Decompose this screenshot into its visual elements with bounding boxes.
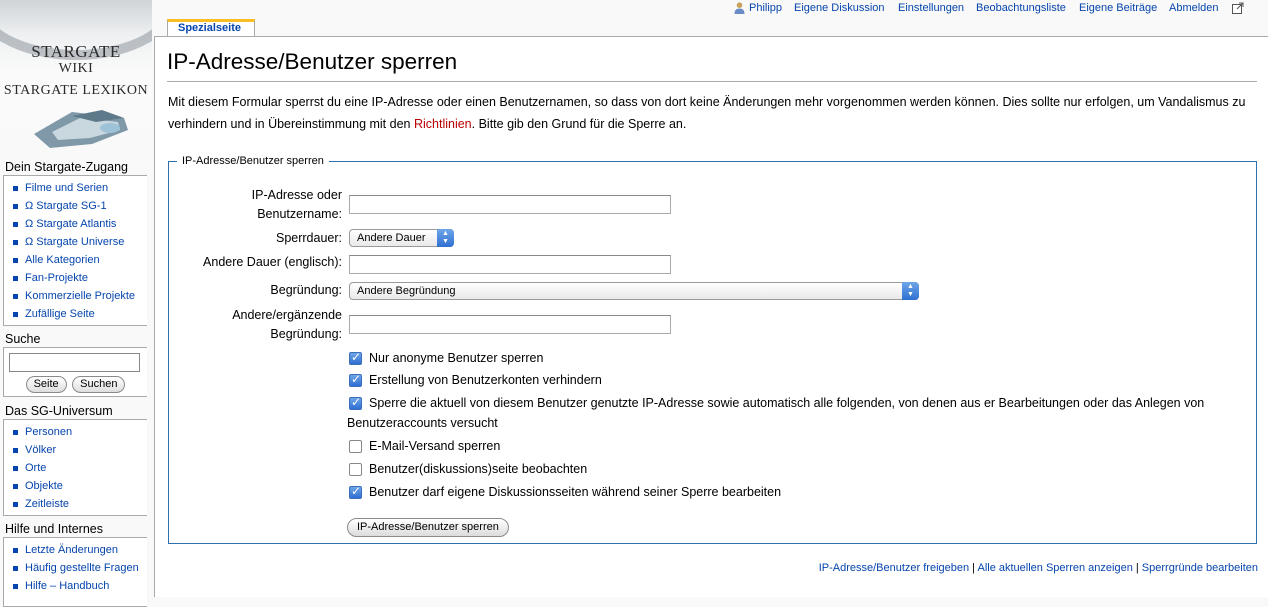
personal-contributions-link[interactable]: Eigene Beiträge	[1079, 2, 1158, 14]
no-create-checkbox[interactable]	[349, 374, 362, 387]
expiry-select-value: Andere Dauer	[357, 232, 426, 244]
sidebar-item-label[interactable]: Hilfe – Handbuch	[25, 580, 110, 592]
reason-select-value: Andere Begründung	[357, 285, 456, 297]
sidebar-search-body	[3, 347, 147, 397]
intro-text	[168, 91, 1258, 135]
expiry-select[interactable]	[349, 229, 454, 247]
sidebar-universe	[0, 404, 152, 516]
logo-tagline: STARGATE LEXIKON	[3, 83, 149, 98]
sidebar-navigation-title: Dein Stargate-Zugang	[5, 160, 128, 174]
separator: |	[1135, 562, 1139, 574]
block-form	[168, 155, 1257, 544]
intro-text-part2: . Bitte gib den Grund für die Sperre an.	[471, 117, 687, 131]
separator: |	[972, 562, 976, 574]
sidebar-item-handbuch[interactable]	[4, 577, 147, 595]
sidebar-item-filme[interactable]	[4, 179, 147, 197]
reason-select[interactable]	[349, 282, 919, 300]
no-create-label[interactable]: Erstellung von Benutzerkonten verhindern	[369, 373, 602, 387]
page-title: IP-Adresse/Benutzer sperren	[167, 47, 1257, 82]
logo-title: STARGATE	[31, 42, 121, 61]
external-window-icon[interactable]	[1232, 2, 1244, 14]
personal-talk-link[interactable]: Eigene Diskussion	[794, 2, 885, 14]
sidebar-item-letzte-aenderungen[interactable]	[4, 541, 147, 559]
form-legend: IP-Adresse/Benutzer sperren	[182, 155, 324, 167]
search-button[interactable]: Suchen	[72, 376, 125, 393]
expiry-label: Sperrdauer:	[275, 231, 342, 245]
sidebar-item-label[interactable]: Letzte Änderungen	[25, 544, 118, 556]
block-submit-button[interactable]: IP-Adresse/Benutzer sperren	[347, 518, 509, 537]
autoblock-label[interactable]: Sperre die aktuell von diesem Benutzer genutzte IP-Adresse sowie automatisch alle folgenden, von denen aus er Bearbeitungen oder das Anlegen von Benutzeraccounts versucht	[347, 396, 1205, 430]
sidebar-item-label[interactable]: Zufällige Seite	[25, 308, 95, 320]
content-area	[154, 36, 1268, 597]
personal-preferences-link[interactable]: Einstellungen	[898, 2, 965, 14]
sidebar-search	[0, 332, 152, 397]
search-input[interactable]	[9, 353, 140, 372]
sidebar-item-label[interactable]: Häufig gestellte Fragen	[25, 562, 139, 574]
sidebar-item-label[interactable]: Personen	[25, 426, 73, 438]
watch-label[interactable]: Benutzer(diskussions)seite beobachten	[369, 462, 588, 476]
no-email-checkbox[interactable]	[349, 440, 362, 453]
anon-only-checkbox[interactable]	[349, 352, 362, 365]
block-list-link[interactable]: Alle aktuellen Sperren anzeigen	[977, 562, 1133, 574]
tab-special-page[interactable]: Spezialseite	[167, 19, 255, 36]
unblock-link[interactable]: IP-Adresse/Benutzer freigeben	[818, 562, 970, 574]
sidebar-item-zeitleiste[interactable]	[4, 495, 147, 513]
personal-logout-link[interactable]: Abmelden	[1169, 2, 1219, 14]
other-expiry-label: Andere Dauer (englisch):	[203, 255, 342, 269]
other-reason-label-line2: Begründung:	[270, 327, 342, 341]
personal-watchlist-link[interactable]: Beobachtungsliste	[976, 2, 1066, 14]
other-reason-label	[232, 306, 342, 344]
sidebar-item-voelker[interactable]	[4, 441, 147, 459]
user-icon	[734, 2, 745, 14]
sidebar-item-faq[interactable]	[4, 559, 147, 577]
target-label-line1: IP-Adresse oder	[251, 188, 342, 202]
no-email-label[interactable]: E-Mail-Versand sperren	[369, 439, 501, 453]
intro-text-part1: Mit diesem Formular sperrst du eine IP-Adresse oder einen Benutzernamen, so dass von dort keine Änderungen mehr vorgenommen werden können. Dies sollte nur erfolgen, um Vandalismus zu verhindern und in Übereinstimmung mit den	[168, 95, 1246, 131]
sidebar-item-label[interactable]: Ω Stargate Atlantis	[25, 218, 117, 230]
sidebar-item-label[interactable]: Ω Stargate Universe	[25, 236, 125, 248]
sidebar-item-label[interactable]: Objekte	[25, 480, 63, 492]
block-reasons-link[interactable]: Sperrgründe bearbeiten	[1141, 562, 1258, 574]
sidebar-item-kommerziell[interactable]	[4, 287, 147, 305]
logo-subtitle: WIKI	[58, 61, 94, 76]
other-expiry-input[interactable]	[349, 255, 671, 274]
sidebar-item-label[interactable]: Filme und Serien	[25, 182, 109, 194]
sidebar-item-label[interactable]: Alle Kategorien	[25, 254, 100, 266]
other-reason-input[interactable]	[349, 315, 671, 334]
target-input[interactable]	[349, 195, 671, 214]
guidelines-link[interactable]: Richtlinien	[413, 117, 472, 131]
sidebar-help-title: Hilfe und Internes	[5, 522, 103, 536]
sidebar-item-atlantis[interactable]	[4, 215, 147, 233]
personal-user-link[interactable]: Philipp	[749, 2, 783, 14]
watch-checkbox[interactable]	[349, 463, 362, 476]
spaceship-icon	[32, 104, 130, 152]
other-reason-label-line1: Andere/ergänzende	[232, 308, 342, 322]
sidebar-item-label[interactable]: Zeitleiste	[25, 498, 70, 510]
sidebar-item-label[interactable]: Ω Stargate SG-1	[25, 200, 107, 212]
sidebar-help	[0, 522, 152, 607]
sidebar-item-kategorien[interactable]	[4, 251, 147, 269]
allow-talk-checkbox[interactable]	[349, 486, 362, 499]
select-arrows-icon: ▲ ▼	[902, 282, 919, 300]
sidebar-universe-body	[3, 419, 147, 516]
target-label-line2: Benutzername:	[257, 207, 342, 221]
sidebar-item-label[interactable]: Fan-Projekte	[25, 272, 88, 284]
sidebar-navigation	[0, 160, 152, 326]
sidebar-item-sg1[interactable]	[4, 197, 147, 215]
sidebar-navigation-body	[3, 175, 147, 326]
select-arrows-icon: ▲ ▼	[437, 229, 454, 247]
allow-talk-label[interactable]: Benutzer darf eigene Diskussionsseiten während seiner Sperre bearbeiten	[369, 485, 782, 499]
sidebar-item-objekte[interactable]	[4, 477, 147, 495]
site-logo[interactable]	[0, 0, 152, 160]
sidebar-item-orte[interactable]	[4, 459, 147, 477]
footer-links	[819, 562, 1258, 574]
sidebar-search-title: Suche	[5, 332, 41, 346]
sidebar-item-label[interactable]: Orte	[25, 462, 47, 474]
sidebar-item-universe[interactable]	[4, 233, 147, 251]
sidebar-item-personen[interactable]	[4, 423, 147, 441]
reason-label: Begründung:	[270, 283, 342, 297]
anon-only-label[interactable]: Nur anonyme Benutzer sperren	[369, 351, 544, 365]
sidebar-item-fanprojekte[interactable]	[4, 269, 147, 287]
go-button[interactable]: Seite	[26, 376, 67, 393]
sidebar-item-label[interactable]: Völker	[25, 444, 57, 456]
sidebar-item-zufall[interactable]	[4, 305, 147, 323]
sidebar-universe-title: Das SG-Universum	[5, 404, 113, 418]
target-label	[252, 186, 342, 224]
sidebar-item-label[interactable]: Kommerzielle Projekte	[25, 290, 136, 302]
